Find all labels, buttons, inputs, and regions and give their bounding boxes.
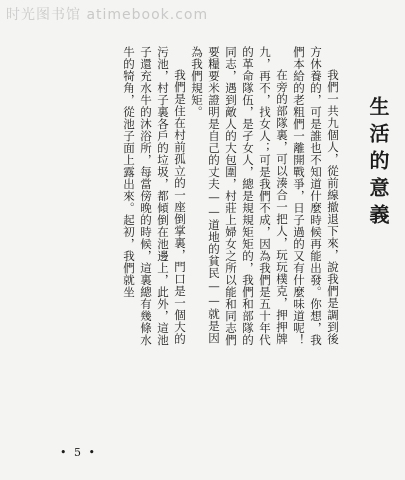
page-number: • 5 • — [60, 446, 97, 459]
page-title: 生活的意義 — [366, 96, 390, 231]
paragraph-3: 我們是住在村前孤立的一座倒掌裏，門口是一個大的污池，村子裏各戶的垃圾，都傾倒在池邊上，此外，這池子還充水牛的沐浴所，每當傍晚的時候，這裏總有幾條水牛的犄角，從池子面上露出來。起初，我們就坐 — [122, 46, 187, 346]
paragraph-2: 在旁的部隊裏，可以湊合一把人，玩玩樸克，押押牌九，再不，找女人；可是我們不成，因為我們是五十年代的革命隊伍，是孑女人，總是規規矩矩的，我們和部隊的同志，遇到敵人的大包圍，村莊上婦女之所以能和同志們要糧要米證明是自己的丈夫——道地的貧民——就是因為我們規矩。 — [190, 46, 289, 346]
watermark: 时光图书馆 atimebook.com — [6, 7, 209, 23]
paragraph-1: 我們一共九個人，從前線撤退下來，說我們是調到後方休養的，可是誰也不知道什麼時候再能出發。你想，我們本給的老粗們一離開戰爭，日子過的又有什麼味道呢！ — [292, 46, 340, 346]
body-text — [69, 46, 341, 346]
